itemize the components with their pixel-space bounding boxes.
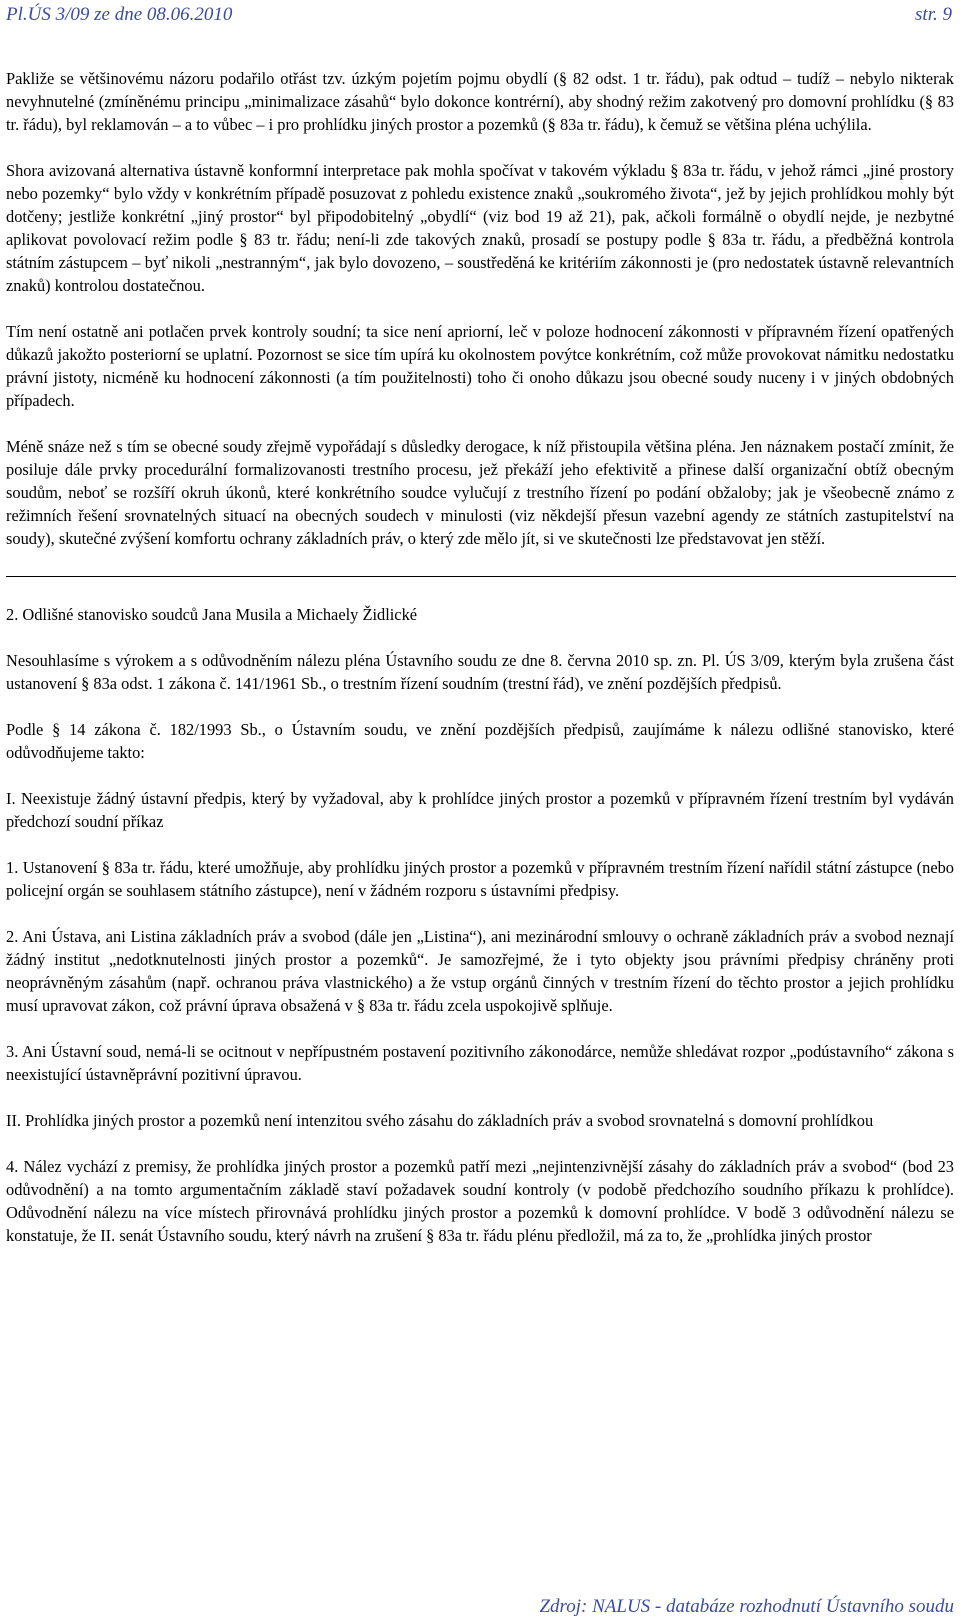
section-divider xyxy=(6,576,956,577)
header-case-reference: Pl.ÚS 3/09 ze dne 08.06.2010 xyxy=(6,4,233,25)
numbered-paragraph: 3. Ani Ústavní soud, nemá-li se ocitnout v nepřípustném postavení pozitivního zákonodárce, nemůže shledávat rozpor „podústavního“ zákona s neexistující ústavněprávní pozitivní úpravou. xyxy=(6,1042,954,1084)
paragraph: Méně snáze než s tím se obecné soudy zřejmě vypořádají s důsledky derogace, k níž přistoupila většina pléna. Jen náznakem postačí zmínit, že posiluje dále prvky procedurální formalizovanosti trestního procesu, jež překáží jeho efektivitě a přinese další organizační obtíž obecným soudům, neboť se rozšíří okruh úkonů, které konkrétního soudce vylučují z trestního řízení po podání obžaloby; jak je všeobecně známo z režimních řešení srovnatelných situací na obecných soudech v minulosti (viz někdejší přesun vazební agendy ze státních zastupitelství na soudy), skutečné zvýšení komfortu ochrany základních práv, o který zde mělo jít, si ve skutečnosti lze představovat jen stěží. xyxy=(6,437,954,548)
paragraph: Nesouhlasíme s výrokem a s odůvodněním nálezu pléna Ústavního soudu ze dne 8. června 2010 sp. zn. Pl. ÚS 3/09, kterým byla zrušena část ustanovení § 83a odst. 1 zákona č. 141/1961 Sb., o trestním řízení soudním (trestní řád), ve znění pozdějších předpisů. xyxy=(6,651,954,693)
page-header xyxy=(6,4,952,30)
numbered-paragraph: 1. Ustanovení § 83a tr. řádu, které umožňuje, aby prohlídku jiných prostor a pozemků v přípravném trestním řízení nařídil státní zástupce (nebo policejní orgán se souhlasem státního zástupce), není v žádném rozporu s ústavními předpisy. xyxy=(6,858,954,900)
section-heading: 2. Odlišné stanovisko soudců Jana Musila a Michaely Židlické xyxy=(6,605,418,624)
header-page-number: str. 9 xyxy=(915,4,952,25)
page-footer-source: Zdroj: NALUS - databáze rozhodnutí Ústavního soudu xyxy=(539,1596,954,1617)
paragraph: Podle § 14 zákona č. 182/1993 Sb., o Ústavním soudu, ve znění pozdějších předpisů, zaujímáme k nálezu odlišné stanovisko, které odůvodňujeme takto: xyxy=(6,720,954,762)
paragraph: Shora avizovaná alternativa ústavně konformní interpretace pak mohla spočívat v takovém výkladu § 83a tr. řádu, v jehož rámci „jiné prostory nebo pozemky“ bylo vždy v konkrétním případě posuzovat z pohledu existence znaků „soukromého života“, jež by jejich prohlídkou mohly být dotčeny; jestliže konkrétní „jiný prostor“ byl připodobitelný „obydlí“ (viz bod 19 až 21), pak, ačkoli formálně o obydlí nejde, je nezbytné aplikovat povolovací režim podle § 83 tr. řádu; není-li zde takových znaků, prosadí se postupy podle § 83a tr. řádu, a předběžná kontrola státním zástupcem – byť nikoli „nestranným“, jak bylo dovozeno, – soustředěná ke kritériím zákonnosti je (pro nedostatek ústavně relevantních znaků) kontrolou dostatečnou. xyxy=(6,161,954,295)
subheading: II. Prohlídka jiných prostor a pozemků není intenzitou svého zásahu do základních práv a svobod srovnatelná s domovní prohlídkou xyxy=(6,1111,874,1130)
document-body xyxy=(6,67,954,1247)
numbered-paragraph: 4. Nález vychází z premisy, že prohlídka jiných prostor a pozemků patří mezi „nejintenzivnější zásahy do základních práv a svobod“ (bod 23 odůvodnění) a na tomto argumentačním základě staví požadavek soudní kontroly (v podobě předchozího soudního příkazu k prohlídce). Odůvodnění nálezu na více místech přirovnává prohlídku jiných prostor a pozemků k domovní prohlídce. V bodě 3 odůvodnění nálezu se konstatuje, že II. senát Ústavního soudu, který návrh na zrušení § 83a tr. řádu plénu předložil, má za to, že „prohlídka jiných prostor xyxy=(6,1157,954,1245)
paragraph: Tím není ostatně ani potlačen prvek kontroly soudní; ta sice není apriorní, leč v poloze hodnocení zákonnosti v přípravném řízení opatřených důkazů jakožto posteriorní se uplatní. Pozornost se sice tím upírá ku okolnostem povýtce konkrétním, což může provokovat námitku nedostatku právní jistoty, nicméně ku hodnocení zákonnosti (a tím použitelnosti) toho či onoho důkazu jsou obecné soudy nuceny i v jiných obdobných případech. xyxy=(6,322,954,410)
numbered-paragraph: 2. Ani Ústava, ani Listina základních práv a svobod (dále jen „Listina“), ani mezinárodní smlouvy o ochraně základních práv a svobod neznají žádný institut „nedotknutelnosti jiných prostor a pozemků“. Je samozřejmé, že i tyto objekty jsou právními předpisy chráněny proti neoprávněným zásahům (např. ochranou práva vlastnického) a že vstup orgánů činných v trestním řízení do těchto prostor a jejich prohlídku musí upravovat zákon, což právní úprava obsažená v § 83a tr. řádu zcela uspokojivě splňuje. xyxy=(6,927,954,1015)
subheading: I. Neexistuje žádný ústavní předpis, který by vyžadoval, aby k prohlídce jiných prostor a pozemků v přípravném řízení trestním byl vydáván předchozí soudní příkaz xyxy=(6,789,954,831)
paragraph: Pakliže se většinovému názoru podařilo otřást tzv. úzkým pojetím pojmu obydlí (§ 82 odst. 1 tr. řádu), pak odtud – tudíž – nebylo nikterak nevyhnutelné (zmíněnému principu „minimalizace zásahů“ bylo dokonce kontrérní), aby shodný režim zakotvený pro domovní prohlídku (§ 83 tr. řádu), byl reklamován – a to vůbec – i pro prohlídku jiných prostor a pozemků (§ 83a tr. řádu), k čemuž se většina pléna uchýlila. xyxy=(6,69,954,134)
